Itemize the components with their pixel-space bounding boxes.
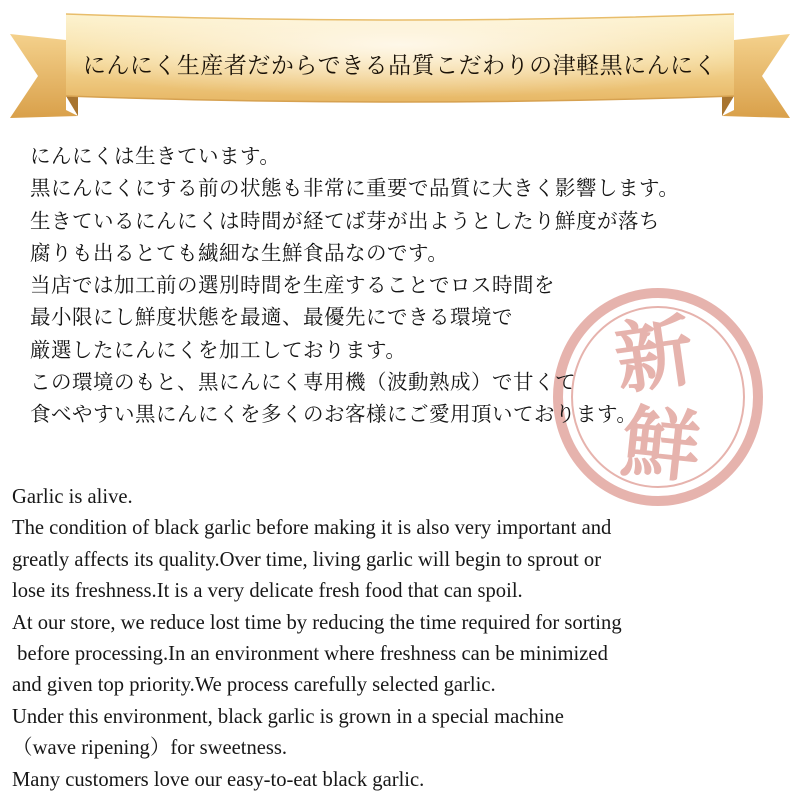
jp-line: 食べやすい黒にんにくを多くのお客様にご愛用頂いております。: [30, 402, 638, 427]
jp-line: 厳選したにんにくを加工しております。: [30, 337, 407, 362]
en-line: greatly affects its quality.Over time, living garlic will begin to sprout or: [12, 548, 602, 571]
japanese-description: [30, 140, 790, 431]
jp-line: この環境のもと、黒にんにく専用機（波動熟成）で甘くて: [30, 370, 576, 395]
en-line: At our store, we reduce lost time by reducing the time required for sorting: [12, 611, 622, 634]
jp-line: 当店では加工前の選別時間を生産することでロス時間を: [30, 273, 555, 298]
english-description: [12, 482, 798, 796]
en-line: and given top priority.We process carefully selected garlic.: [12, 674, 496, 697]
jp-line: 黒にんにくにする前の状態も非常に重要で品質に大きく影響します。: [30, 176, 680, 201]
jp-line: 腐りも出るとても繊細な生鮮食品なのです。: [30, 240, 449, 265]
jp-line: 最小限にし鮮度状態を最適、最優先にできる環境で: [30, 305, 513, 330]
banner-title: にんにく生産者だからできる品質こだわりの津軽黒にんにく: [82, 52, 718, 79]
en-line: Under this environment, black garlic is grown in a special machine: [12, 705, 564, 728]
en-line: before processing.In an environment where freshness can be minimized: [12, 642, 608, 665]
en-line: Many customers love our easy-to-eat black garlic.: [12, 768, 425, 791]
en-line: lose its freshness.It is a very delicate fresh food that can spoil.: [12, 580, 523, 603]
en-line: The condition of black garlic before making it is also very important and: [12, 517, 612, 540]
en-line: Garlic is alive.: [12, 486, 133, 508]
en-line: （wave ripening）for sweetness.: [12, 737, 288, 760]
svg-text:鮮: 鮮: [617, 397, 705, 495]
jp-line: 生きているにんにくは時間が経てば芽が出ようとしたり鮮度が落ち: [30, 208, 660, 233]
svg-text:新: 新: [609, 306, 700, 407]
ribbon-banner: [0, 0, 800, 140]
jp-line: にんにくは生きています。: [30, 144, 281, 168]
